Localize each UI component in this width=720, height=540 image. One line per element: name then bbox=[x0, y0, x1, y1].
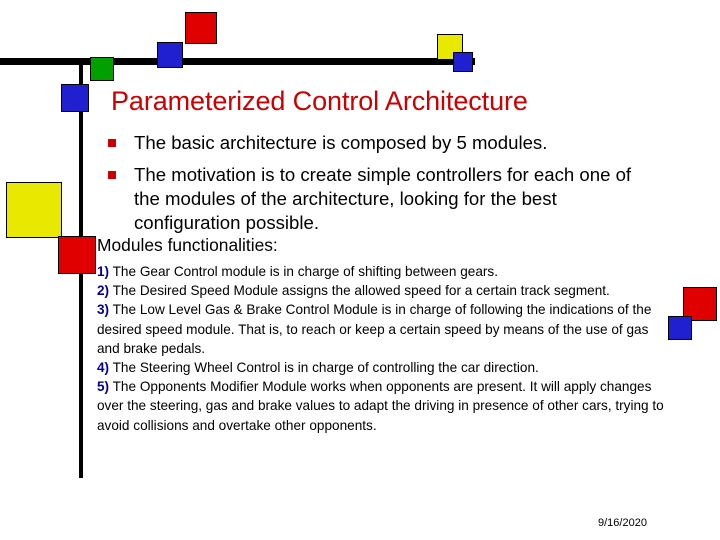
module-item-3 bbox=[97, 300, 667, 358]
module-number: 2) bbox=[97, 283, 110, 299]
slide-date: 9/16/2020 bbox=[598, 517, 647, 529]
bullet-marker-2 bbox=[108, 171, 116, 179]
bullet-text-1: The basic architecture is composed by 5 modules. bbox=[134, 132, 548, 153]
module-item-4 bbox=[97, 358, 667, 377]
module-text: The Desired Speed Module assigns the allowed speed for a certain track segment. bbox=[109, 283, 610, 299]
bullet-marker-1 bbox=[108, 139, 116, 147]
blue-square-top bbox=[157, 42, 183, 68]
top-horizontal-rule bbox=[0, 58, 475, 65]
yellow-square-left bbox=[6, 182, 62, 238]
module-text: The Opponents Modifier Module works when opponents are present. It will apply changes over the steering, gas and brake values to adapt the driving in presence of other cars, trying to avoid collisions and overtake other opponents. bbox=[97, 379, 664, 433]
modules-list bbox=[97, 262, 667, 435]
slide-title: Parameterized Control Architecture bbox=[111, 86, 528, 116]
module-text: The Low Level Gas & Brake Control Module is in charge of following the indications of the desired speed module. That is, to reach or keep a certain speed by means of the use of gas and brake pedals. bbox=[97, 302, 652, 356]
module-item-2 bbox=[97, 281, 667, 300]
module-number: 5) bbox=[97, 379, 110, 395]
bullet-text-2: The motivation is to create simple controllers for each one of the modules of the architecture, looking for the best configuration possible. bbox=[134, 164, 632, 233]
module-number: 3) bbox=[97, 302, 110, 318]
green-square bbox=[90, 57, 114, 81]
module-item-5 bbox=[97, 377, 667, 435]
blue-square-right bbox=[668, 316, 692, 340]
module-text: The Gear Control module is in charge of shifting between gears. bbox=[109, 264, 498, 279]
red-square-left bbox=[58, 236, 96, 274]
blue-square-top-right bbox=[453, 52, 473, 72]
modules-heading: Modules functionalities: bbox=[97, 235, 278, 255]
module-number: 4) bbox=[97, 360, 110, 376]
module-number: 1) bbox=[97, 264, 110, 279]
red-square-top bbox=[185, 12, 217, 44]
module-text: The Steering Wheel Control is in charge of controlling the car direction. bbox=[109, 360, 539, 376]
blue-square-title bbox=[61, 84, 89, 112]
module-item-1 bbox=[97, 262, 667, 281]
